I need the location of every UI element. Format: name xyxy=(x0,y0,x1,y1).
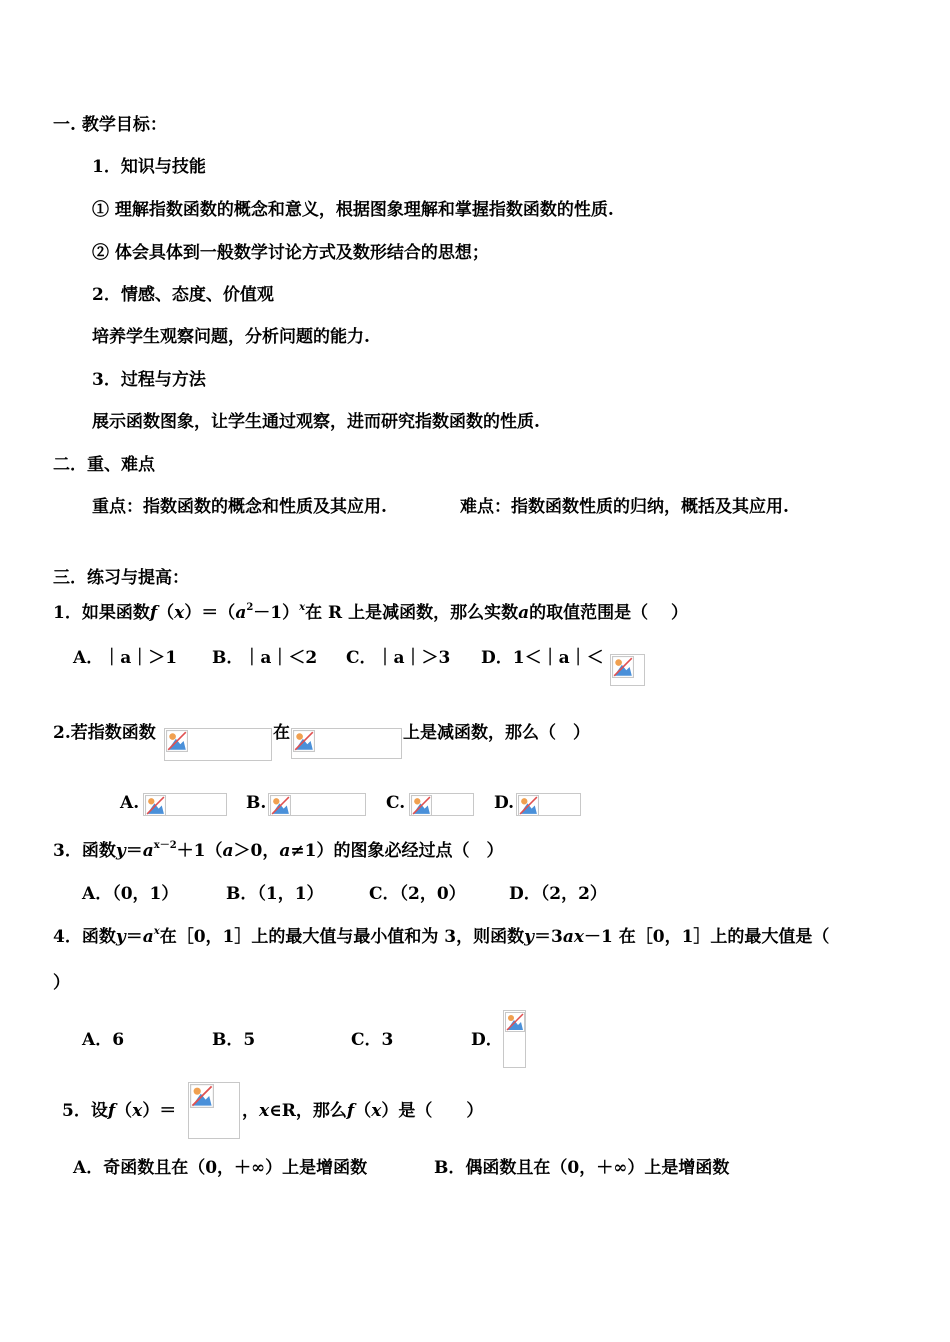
section-practice-heading: 三．练习与提高： xyxy=(53,568,189,588)
q2-function-image-icon xyxy=(164,728,272,761)
q4-option-d: D． xyxy=(471,1030,503,1050)
emotion-text: 培养学生观察问题，分析问题的能力. xyxy=(92,327,370,347)
knowledge-item-1: ① 理解指数函数的概念和意义，根据图象理解和掌握指数函数的性质. xyxy=(92,200,614,220)
q2-option-c-image-icon xyxy=(409,793,474,816)
q5-option-b: B．偶函数且在（0，＋∞）上是增函数 xyxy=(434,1158,730,1178)
method-title: 3．过程与方法 xyxy=(92,370,206,390)
q2-option-d-label: D. xyxy=(494,793,515,813)
knowledge-item-2: ② 体会具体到一般数学讨论方式及数形结合的思想； xyxy=(92,243,489,263)
q1-stem: 1．如果函数$f(x)=(a^2-1)^x$在 R 上是减函数，那么实数a的取值范围是（ ） xyxy=(53,602,689,623)
q3-option-d: D．（2，2） xyxy=(509,884,607,904)
q1-option-c: C．｜a｜＞3 xyxy=(346,648,451,668)
q4-option-d-image-icon xyxy=(503,1010,526,1068)
q3-stem: 3．函数$y=a^{x-2}+1(a>0$，a≠1）的图象必经过点（ ） xyxy=(53,840,504,861)
q3-option-c: C．（2，0） xyxy=(369,884,466,904)
method-text: 展示函数图象，让学生通过观察，进而研究指数函数的性质. xyxy=(92,412,540,432)
q2-option-a-image-icon xyxy=(143,793,227,816)
q4-option-a: A．6 xyxy=(82,1030,125,1050)
q2-option-c-label: C. xyxy=(386,793,406,813)
q2-text-1: 2.若指数函数 xyxy=(53,723,156,743)
q4-stem-close: ） xyxy=(53,973,70,993)
q5-function-image-icon xyxy=(188,1082,240,1139)
q1-option-b: B．｜a｜＜2 xyxy=(212,648,318,668)
q1-option-a: A．｜a｜＞1 xyxy=(73,648,178,668)
q2-interval-image-icon xyxy=(291,728,402,759)
emotion-title: 2．情感、态度、价值观 xyxy=(92,285,274,305)
key-point: 重点：指数函数的概念和性质及其应用. xyxy=(92,497,387,517)
q2-text-2: 在 xyxy=(273,723,290,743)
q4-stem: 4．函数$y=a^x$在［0，1］上的最大值与最小值和为 3，则函数y＝3ax－1 在［0，1］上的最大值是（ xyxy=(53,926,830,947)
hard-point: 难点：指数函数性质的归纳，概括及其应用. xyxy=(460,497,789,517)
q5-stem-rest: ，x∈R，那么f（x）是（ ） xyxy=(242,1101,484,1121)
q3-option-a: A．（0，1） xyxy=(82,884,179,904)
q4-option-c: C．3 xyxy=(351,1030,394,1050)
section-keypoints-heading: 二．重、难点 xyxy=(53,455,155,475)
q2-text-3: 上是减函数，那么（ ） xyxy=(403,723,590,743)
q1-option-d-image-icon xyxy=(610,654,645,686)
q2-option-b-label: B. xyxy=(246,793,267,813)
section-goals-heading: 一. 教学目标： xyxy=(53,115,167,135)
q5-option-a: A．奇函数且在（0，＋∞）上是增函数 xyxy=(73,1158,368,1178)
q1-option-d: D．1＜｜a｜＜ xyxy=(481,648,604,668)
q2-option-a-label: A. xyxy=(120,793,140,813)
q2-option-b-image-icon xyxy=(268,793,366,816)
q3-option-b: B．（1，1） xyxy=(226,884,324,904)
q2-option-d-image-icon xyxy=(516,793,581,816)
knowledge-title: 1．知识与技能 xyxy=(92,157,206,177)
q5-stem-prefix: 5．设f（x）＝ xyxy=(62,1101,177,1121)
q4-option-b: B．5 xyxy=(212,1030,256,1050)
